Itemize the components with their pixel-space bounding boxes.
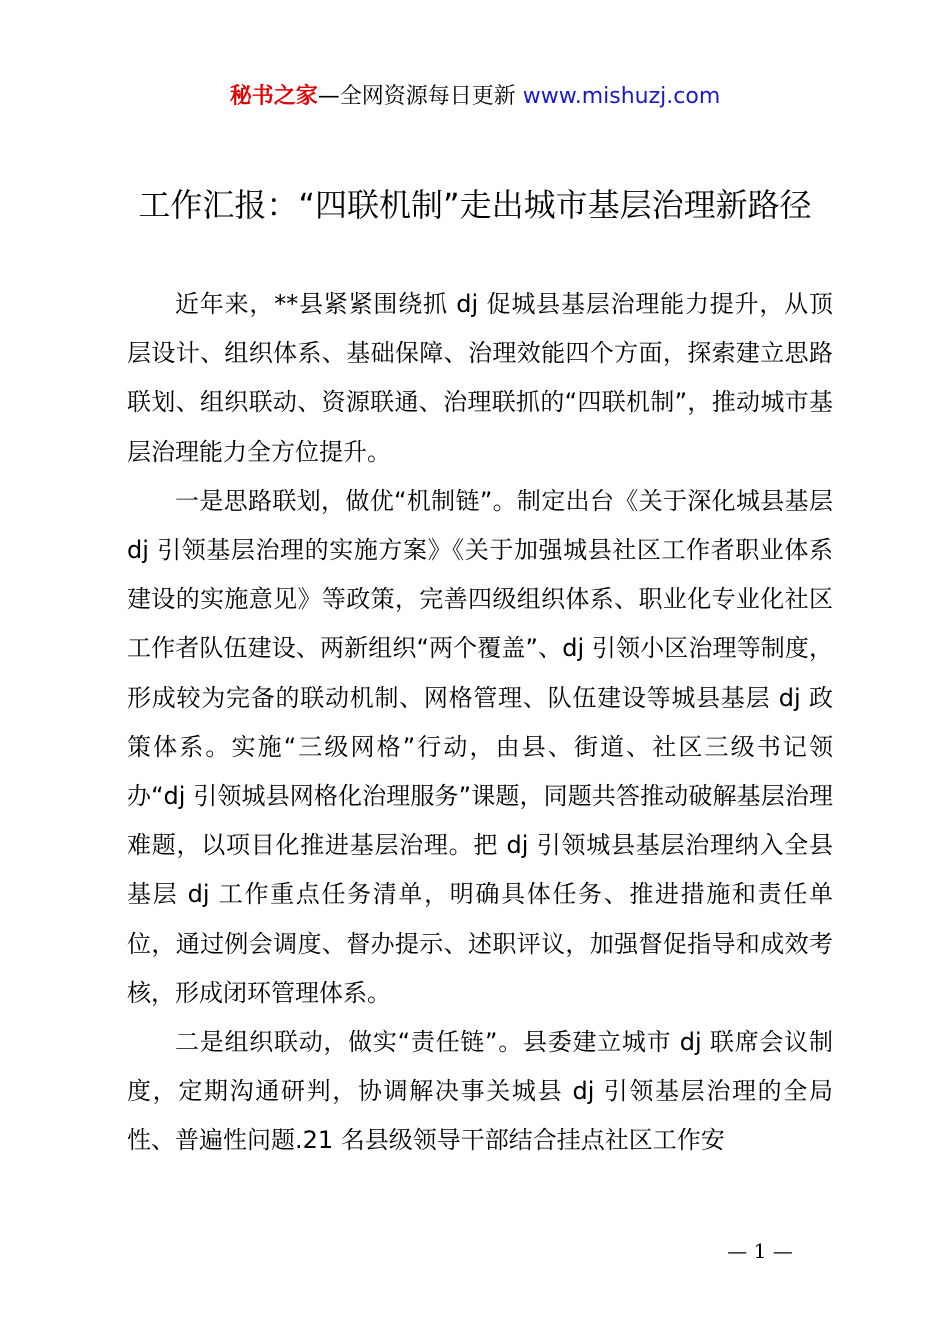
document-title: 工作汇报：“四联机制”走出城市基层治理新路径 [138, 186, 812, 224]
header-tagline: —全网资源每日更新 [317, 84, 516, 109]
site-url-link[interactable]: www.mishuzj.com [522, 84, 721, 109]
document-body [127, 280, 833, 1166]
paragraph: 一是思路联划，做优“机制链”。制定出台《关于深化城县基层 dj 引领基层治理的实施方案》《关于加强城县社区工作者职业体系建设的实施意见》等政策，完善四级组织体系、职业化专业化社区工作者队伍建设、两新组织“两个覆盖”、dj 引领小区治理等制度，形成较为完备的联动机制、网格管理、队伍建设等城县基层 dj 政策体系。实施“三级网格”行动，由县、街道、社区三级书记领办“dj 引领城县网格化治理服务”课题，同题共答推动破解基层治理难题，以项目化推进基层治理。把 dj 引领城县基层治理纳入全县基层 dj 工作重点任务清单，明确具体任务、推进措施和责任单位，通过例会调度、督办提示、述职评议，加强督促指导和成效考核，形成闭环管理体系。 [127, 486, 833, 1007]
page-number: — 1 — [727, 1239, 793, 1263]
paragraph: 二是组织联动，做实“责任链”。县委建立城市 dj 联席会议制度，定期沟通研判，协调解决事关城县 dj 引领基层治理的全局性、普遍性问题.21 名县级领导干部结合挂点社区工作安 [127, 1028, 833, 1155]
brand-name: 秘书之家 [229, 84, 318, 109]
site-header [0, 80, 950, 114]
paragraph: 近年来，**县紧紧围绕抓 dj 促城县基层治理能力提升，从顶层设计、组织体系、基础保障、治理效能四个方面，探索建立思路联划、组织联动、资源联通、治理联抓的“四联机制”，推动城市基层治理能力全方位提升。 [127, 290, 833, 466]
